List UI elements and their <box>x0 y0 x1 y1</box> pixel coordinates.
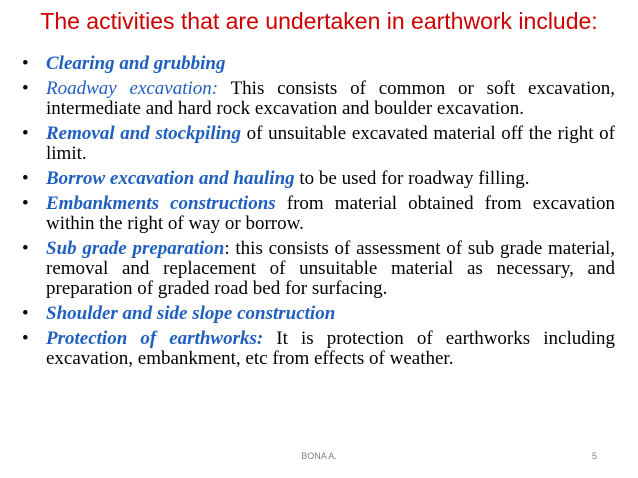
list-item-shoulder-slope <box>22 304 615 324</box>
item-term: Roadway excavation: <box>46 78 219 99</box>
list-item-sub-grade <box>22 239 615 299</box>
item-term: Clearing and grubbing <box>46 53 226 74</box>
item-term: Sub grade preparation <box>46 238 225 259</box>
list-item-protection <box>22 329 615 369</box>
bullet-icon: • <box>22 168 29 189</box>
bullet-icon: • <box>22 78 29 99</box>
bullet-icon: • <box>22 193 29 214</box>
list-item-removal-stockpiling <box>22 124 615 164</box>
list-item-borrow-excavation <box>22 169 615 189</box>
item-text: of unsuitable excavated material off the right of limit. <box>46 123 615 164</box>
page-number: 5 <box>592 451 598 461</box>
item-text: It is protection of earthworks including excavation, embankment, etc from effects of weather. <box>46 328 615 369</box>
slide-title: The activities that are undertaken in earthwork include: <box>40 8 598 34</box>
item-term: Protection of earthworks: <box>46 328 264 349</box>
item-text: : this consists of assessment of sub grade material, removal and replacement of unsuitable material as necessary, and preparation of graded road bed for surfacing. <box>46 238 616 299</box>
list-item-embankments <box>22 194 615 234</box>
list-item-roadway-excavation <box>22 79 615 119</box>
bullet-icon: • <box>22 53 29 74</box>
item-text: This consists of common or soft excavation, intermediate and hard rock excavation and boulder excavation. <box>46 78 615 119</box>
list-item-clearing <box>22 54 615 74</box>
footer-author: BONA A. <box>301 451 337 461</box>
bullet-icon: • <box>22 303 29 324</box>
item-term: Shoulder and side slope construction <box>46 303 336 324</box>
bullet-icon: • <box>22 123 29 144</box>
bullet-icon: • <box>22 328 29 349</box>
item-text: to be used for roadway filling. <box>294 168 530 189</box>
item-term: Removal and stockpiling <box>46 123 241 144</box>
bullet-icon: • <box>22 238 29 259</box>
item-term: Embankments constructions <box>46 193 276 214</box>
item-text: from material obtained from excavation within the right of way or borrow. <box>46 193 616 234</box>
activities-list <box>22 54 615 374</box>
item-term: Borrow excavation and hauling <box>46 168 295 189</box>
